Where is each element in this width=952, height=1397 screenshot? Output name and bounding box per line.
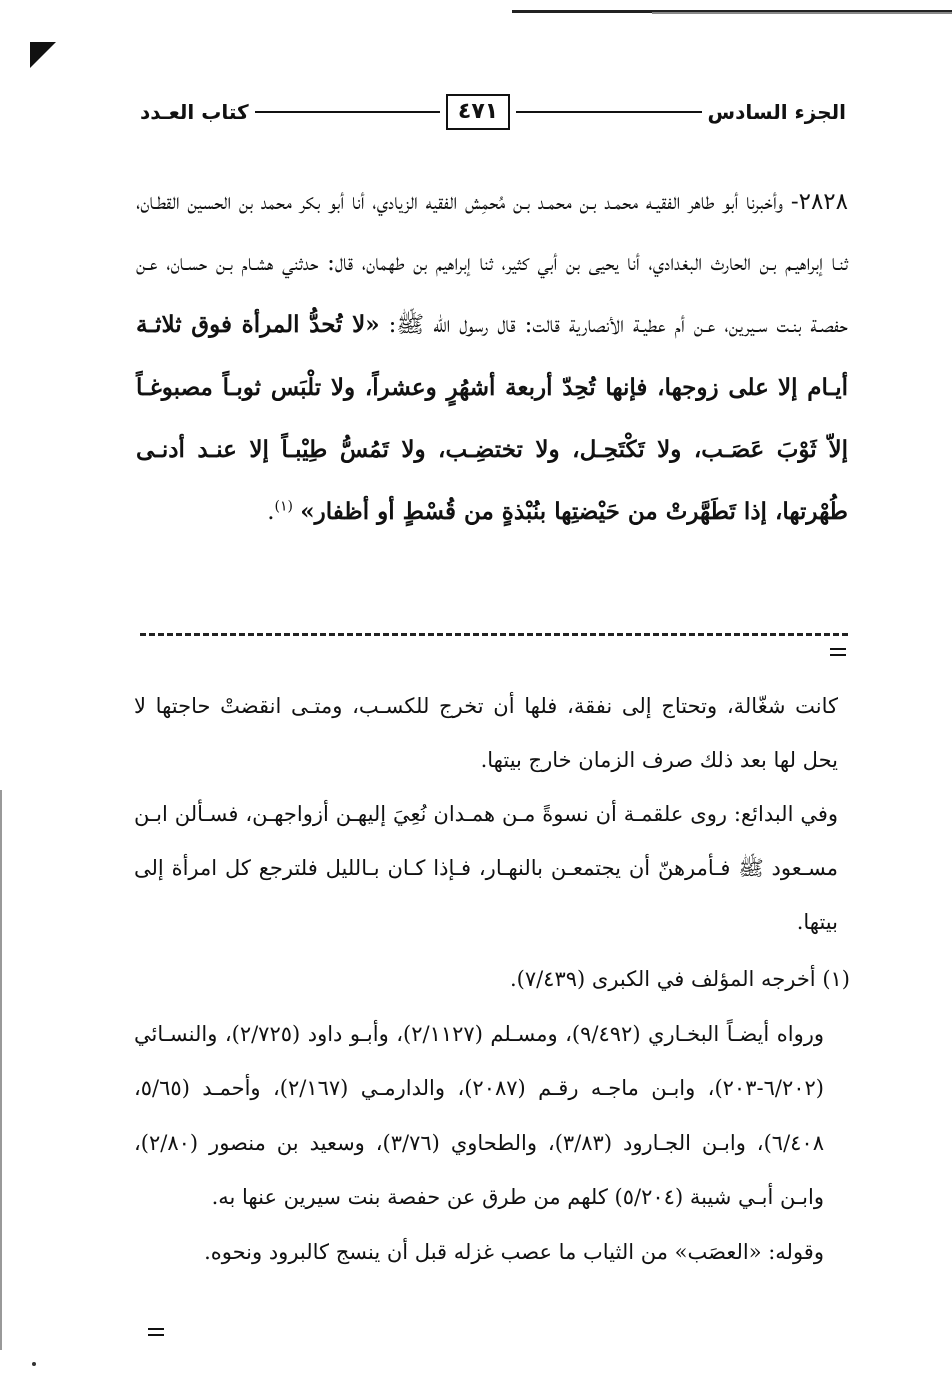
header-rule-right xyxy=(516,111,701,113)
hadith-text xyxy=(136,172,848,543)
note-paragraph-2: وفي البدائع: روى علقمـة أن نسوةً مـن همـدان نُعِيَ إليهـن أزواجهـن، فسـألن ابـن مسـعود ﷺ فـأمرهنّ أن يجتمعـن بالنهـار، فـإذا كـان بـالليل فلترجع كل امرأة إلى بيتها. xyxy=(134,802,838,934)
main-line-8: طُهْرتها، إذا تَطَهَّرتْ من حَيْضتِها بنُبْذةٍ من قُسْطٍ أو أظفار» xyxy=(300,498,848,526)
footnote-gloss: وقوله: «العصَب» من الثياب ما عصب غزله قبل أن ينسج كالبرود ونحوه. xyxy=(204,1239,824,1264)
continuation-mark xyxy=(830,648,846,660)
page-header xyxy=(140,92,846,132)
scan-speck xyxy=(32,1362,36,1366)
footnote-divider xyxy=(140,633,848,636)
main-line-5: الأنصارية قالت: قال رسول الله ﷺ: xyxy=(388,312,624,339)
note-paragraph-1: كانت شغّالة، وتحتاج إلى نفقة، فلها أن تخرج للكسـب، ومتـى انقضتْ حاجتها لا يحل لها بعد ذلك صرف الزمان خارج بيتها. xyxy=(134,694,838,772)
footnote-reference: (١) xyxy=(274,498,293,515)
main-line-5-quote: «لا تُحدُّ المرأة فوق ثلاثـة أيـام إلا xyxy=(136,311,849,401)
book-title: كتاب العـدد xyxy=(139,100,249,124)
full-stop: . xyxy=(267,499,275,526)
main-line-1: ٢٨٢٨- وأخبرنا أبو طاهر الفقيـه محمـد بـن محمـد بـن مُحمِش xyxy=(464,189,849,215)
page-number: ٤٧١ xyxy=(446,94,510,130)
footnote-1: (١) أخرجه المؤلف في الكبرى (٧/٤٣٩). xyxy=(509,967,850,991)
continuation-mark-bottom xyxy=(148,1328,164,1340)
continued-notes xyxy=(134,679,850,949)
corner-triangle-mark xyxy=(30,42,56,68)
scan-edge-line xyxy=(652,12,952,14)
main-line-4: حدثني هشـام بـن حسـان، عـن حفصـة بنـت سـيرين، عـن أم عطيـة xyxy=(136,250,849,339)
footnote-sources: ورواه أيضـاً البخـاري (٩/٤٩٢)، ومسـلم (٢/١١٢٧)، وأبـو داود (٢/٧٢٥)، والنسـائي (٦/٢٠٢-٢٠٣)، وابـن ماجـه رقـم (٢٠٨٧)، والدارمـي (٢/١٦٧)، وأحمـد (٥/٦٥، ٦/٤٠٨)، وابـن الجـارود (٣/٨٣)، والطحاوي (٣/٧٦)، وسعيد بن منصور (٢/٨٠)، وابـن أبـي شيبة (٥/٢٠٤) كلهم من طرق عن حفصة بنت سيرين عنها به. xyxy=(134,1021,824,1210)
scan-shadow xyxy=(0,790,2,1350)
footnotes xyxy=(134,952,850,1280)
header-rule-left xyxy=(255,111,440,113)
volume-label: الجزء السادس xyxy=(707,100,846,124)
main-line-6: على زوجها، فإنها تُحِدّ أربعة أشهُرٍ وعشراً، ولا تلْبَس ثوبـاً مصبوغـاً إلاّ xyxy=(136,373,848,463)
main-line-3: الحارث البغدادي، أنا يحيى بن أبي كثير، ثنا إبراهيم بن طهمان، قال: xyxy=(327,250,751,277)
main-line-7: ثَوْبَ عَصَـب، ولا تَكْتَحِـل، ولا تختضِـب، ولا تَمُسُّ طِيْبـاً إلا عنـد أدنـى xyxy=(136,435,817,463)
main-line-2: الفقيه الزيادي، أنا أبو بكر محمد بن الحسين القطـان، ثنـا إبراهيـم بـن xyxy=(136,189,848,277)
